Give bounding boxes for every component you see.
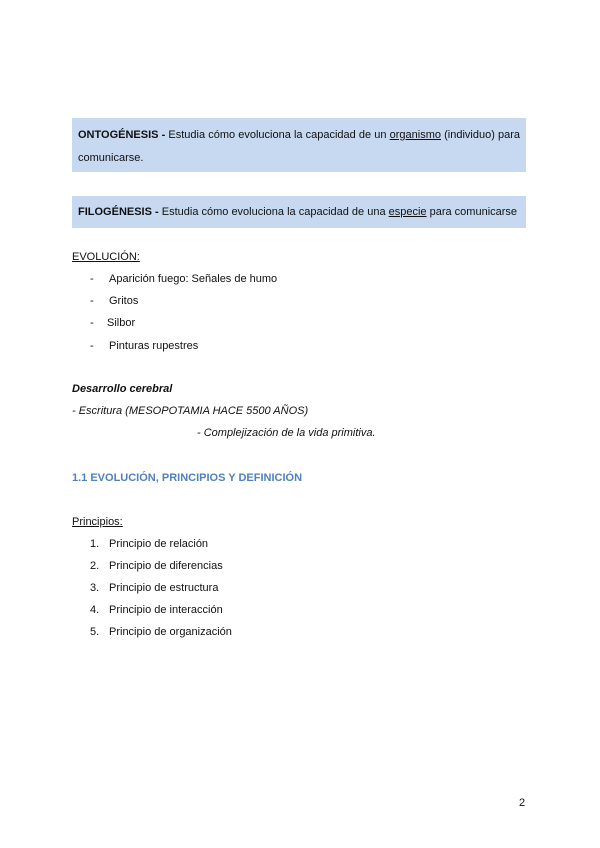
list-item-text: Pinturas rupestres bbox=[109, 340, 199, 352]
list-item-text: Principio de interacción bbox=[109, 604, 223, 616]
list-item-text: Aparición fuego: Señales de humo bbox=[109, 273, 278, 285]
list-item-text: Principio de diferencias bbox=[109, 560, 223, 572]
ontogenesis-text-after: (individuo) para comunicarse. bbox=[78, 129, 521, 164]
bullet-dash: - bbox=[90, 273, 94, 285]
filogenesis-text-after: para comunicarse bbox=[426, 206, 518, 218]
list-item-number: 5. bbox=[90, 626, 100, 638]
ontogenesis-text-before: Estudia cómo evoluciona la capacidad de un bbox=[165, 129, 390, 141]
ontogenesis-underlined: organismo bbox=[389, 129, 441, 141]
desarrollo-heading: Desarrollo cerebral bbox=[72, 383, 173, 395]
list-item-text: Principio de relación bbox=[109, 538, 209, 550]
page-number: 2 bbox=[519, 797, 526, 809]
bullet-dash: - bbox=[90, 317, 94, 329]
principios-heading: Principios: bbox=[72, 516, 123, 528]
list-item-text: Silbor bbox=[107, 317, 136, 329]
bullet-dash: - bbox=[90, 340, 94, 352]
list-item-text: Principio de estructura bbox=[109, 582, 219, 594]
filogenesis-term: FILOGÉNESIS - bbox=[78, 206, 159, 218]
list-item-text: Gritos bbox=[109, 295, 139, 307]
desarrollo-line-1: - Escritura (MESOPOTAMIA HACE 5500 AÑOS) bbox=[72, 405, 309, 417]
ontogenesis-term: ONTOGÉNESIS - bbox=[78, 129, 166, 141]
list-item-number: 1. bbox=[90, 538, 100, 550]
filogenesis-box bbox=[72, 196, 526, 228]
ontogenesis-box bbox=[72, 118, 526, 172]
list-item-text: Principio de organización bbox=[109, 626, 232, 638]
desarrollo-line-2: - Complejización de la vida primitiva. bbox=[197, 427, 376, 439]
filogenesis-text-before: Estudia cómo evoluciona la capacidad de una bbox=[158, 206, 389, 218]
list-item-number: 2. bbox=[90, 560, 100, 572]
section-title: 1.1 EVOLUCIÓN, PRINCIPIOS Y DEFINICIÓN bbox=[72, 472, 303, 484]
bullet-dash: - bbox=[90, 295, 94, 307]
list-item-number: 3. bbox=[90, 582, 100, 594]
list-item-number: 4. bbox=[90, 604, 100, 616]
filogenesis-underlined: especie bbox=[388, 206, 427, 218]
evolucion-heading: EVOLUCIÓN: bbox=[72, 251, 140, 263]
